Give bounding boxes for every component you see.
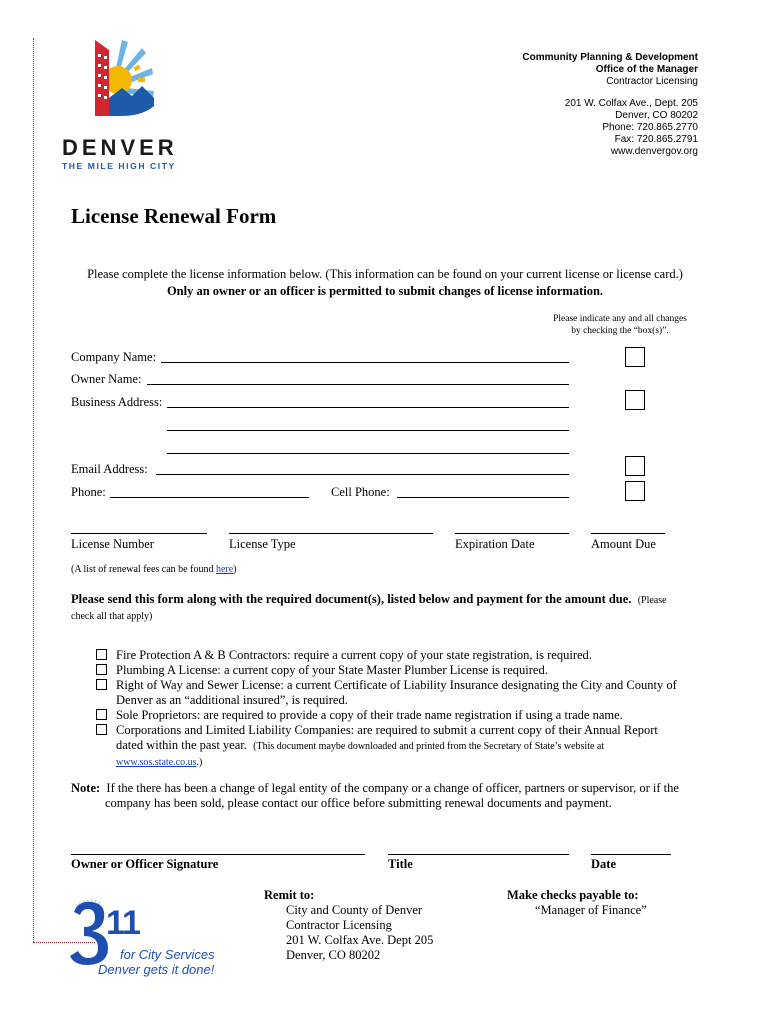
requirement-text: Corporations and Limited Liability Companies: are required to submit a current copy of their Annual Report xyxy=(116,723,658,737)
title-field[interactable] xyxy=(388,854,569,855)
note-line2: company has been sold, please contact our office before submitting renewal documents and payment. xyxy=(105,796,612,810)
header-address2: Denver, CO 80202 xyxy=(615,110,698,121)
phone-change-checkbox[interactable] xyxy=(625,481,645,501)
margin-dotted-line xyxy=(33,38,34,942)
checks-payable-block xyxy=(507,888,647,918)
header-address1: 201 W. Colfax Ave., Dept. 205 xyxy=(564,98,698,109)
business-address-field-1[interactable] xyxy=(167,407,569,408)
amount-due-label: Amount Due xyxy=(591,537,656,551)
sos-link[interactable]: www.sos.state.co.us xyxy=(116,757,197,768)
license-type-field[interactable] xyxy=(229,533,433,534)
checks-label: Make checks payable to: xyxy=(507,888,639,902)
license-number-field[interactable] xyxy=(71,533,207,534)
logo-311-line1: for City Services xyxy=(120,947,215,962)
requirement-text-cont: dated within the past year. xyxy=(116,738,247,752)
remit-line1: City and County of Denver xyxy=(286,903,423,917)
requirement-text: Right of Way and Sewer License: a current Certificate of Liability Insurance designating the City and County of xyxy=(116,678,677,692)
header-phone: Phone: 720.865.2770 xyxy=(602,122,698,133)
header-division: Contractor Licensing xyxy=(606,76,698,87)
sole-proprietors-checkbox[interactable] xyxy=(96,709,107,720)
corporations-checkbox[interactable] xyxy=(96,724,107,735)
remit-line3: 201 W. Colfax Ave. Dept 205 xyxy=(286,933,434,947)
fees-link[interactable]: here xyxy=(215,564,234,575)
requirement-text: Plumbing A License: a current copy of your State Master Plumber License is required. xyxy=(116,663,548,677)
header-dept: Community Planning & Development xyxy=(522,52,698,63)
checks-payee: “Manager of Finance” xyxy=(535,903,647,917)
signature-field[interactable] xyxy=(71,854,365,855)
denver-tagline: THE MILE HIGH CITY xyxy=(62,161,176,171)
amount-due-field[interactable] xyxy=(591,533,665,534)
fire-protection-checkbox[interactable] xyxy=(96,649,107,660)
cell-phone-field[interactable] xyxy=(397,497,569,498)
denver-logo xyxy=(62,36,192,176)
indicate-line1: Please indicate any and all changes xyxy=(553,314,687,324)
requirement-plumbing xyxy=(96,663,696,678)
company-name-field[interactable] xyxy=(161,362,569,363)
form-intro-bold: Only an owner or an officer is permitted to submit changes of license information. xyxy=(166,284,604,298)
send-instructions-small-2: check all that apply) xyxy=(71,611,153,622)
email-label: Email Address: xyxy=(71,462,148,476)
requirement-text: Fire Protection A & B Contractors: require a current copy of your state registration, is required. xyxy=(116,648,592,662)
business-address-label: Business Address: xyxy=(71,395,163,409)
header-web: www.denvergov.org xyxy=(610,146,698,157)
title-label: Title xyxy=(388,857,413,871)
phone-field[interactable] xyxy=(110,497,309,498)
requirements-list xyxy=(96,648,696,770)
header-fax: Fax: 720.865.2791 xyxy=(614,134,698,145)
indicate-changes-note xyxy=(520,313,720,337)
remit-label: Remit to: xyxy=(264,888,315,902)
plumbing-checkbox[interactable] xyxy=(96,664,107,675)
requirement-small-note: (This document maybe downloaded and printed from the Secretary of State’s website at xyxy=(253,741,605,752)
send-instructions-small-1: (Please xyxy=(637,595,667,606)
email-field[interactable] xyxy=(156,474,569,475)
expiration-date-field[interactable] xyxy=(455,533,569,534)
header-office: Office of the Manager xyxy=(595,64,698,75)
requirement-right-of-way xyxy=(96,678,696,708)
right-of-way-checkbox[interactable] xyxy=(96,679,107,690)
date-label: Date xyxy=(591,857,616,871)
owner-name-label: Owner Name: xyxy=(71,372,142,386)
requirement-fire-protection xyxy=(96,648,696,663)
date-field[interactable] xyxy=(591,854,671,855)
fees-note-close: ) xyxy=(233,564,237,575)
note-label: Note: xyxy=(71,781,101,795)
note-block xyxy=(71,781,701,811)
remit-line2: Contractor Licensing xyxy=(286,918,392,932)
logo-311-number: 11 xyxy=(106,904,140,942)
send-instructions xyxy=(71,592,711,624)
license-type-label: License Type xyxy=(229,537,296,551)
logo-311-line2: Denver gets it done! xyxy=(98,962,215,977)
company-name-label: Company Name: xyxy=(71,350,157,364)
license-number-label: License Number xyxy=(71,537,154,551)
business-address-field-3[interactable] xyxy=(167,453,569,454)
requirement-corporations xyxy=(96,723,696,770)
expiration-date-label: Expiration Date xyxy=(455,537,535,551)
requirement-text: Sole Proprietors: are required to provide a copy of their trade name registration if using a trade name. xyxy=(116,708,623,722)
business-address-field-2[interactable] xyxy=(167,430,569,431)
business-address-change-checkbox[interactable] xyxy=(625,390,645,410)
indicate-line2: by checking the “box(s)”. xyxy=(571,326,669,336)
note-line1: If the there has been a change of legal entity of the company or a change of officer, partners or supervisor, or if the xyxy=(106,781,679,795)
owner-name-field[interactable] xyxy=(147,384,569,385)
company-name-change-checkbox[interactable] xyxy=(625,347,645,367)
phone-label: Phone: xyxy=(71,485,106,499)
remit-block xyxy=(264,888,433,963)
form-title: License Renewal Form xyxy=(71,204,277,228)
fees-note xyxy=(71,564,237,575)
logo-311 xyxy=(68,898,228,978)
requirement-sole-proprietors xyxy=(96,708,696,723)
sos-link-close: .) xyxy=(196,757,203,768)
signature-label: Owner or Officer Signature xyxy=(71,857,219,871)
remit-line4: Denver, CO 80202 xyxy=(286,948,381,962)
header-contact-block xyxy=(522,52,698,158)
fees-note-text: (A list of renewal fees can be found xyxy=(71,564,216,575)
requirement-text-cont: Denver as an “additional insured”, is required. xyxy=(116,693,348,707)
send-instructions-bold: Please send this form along with the required document(s), listed below and payment for the amount due. xyxy=(71,592,632,606)
cell-phone-label: Cell Phone: xyxy=(331,485,390,499)
form-intro: Please complete the license information below. (This information can be found on your current license or license card.) xyxy=(87,267,683,281)
denver-wordmark: DENVER xyxy=(62,135,178,160)
email-change-checkbox[interactable] xyxy=(625,456,645,476)
